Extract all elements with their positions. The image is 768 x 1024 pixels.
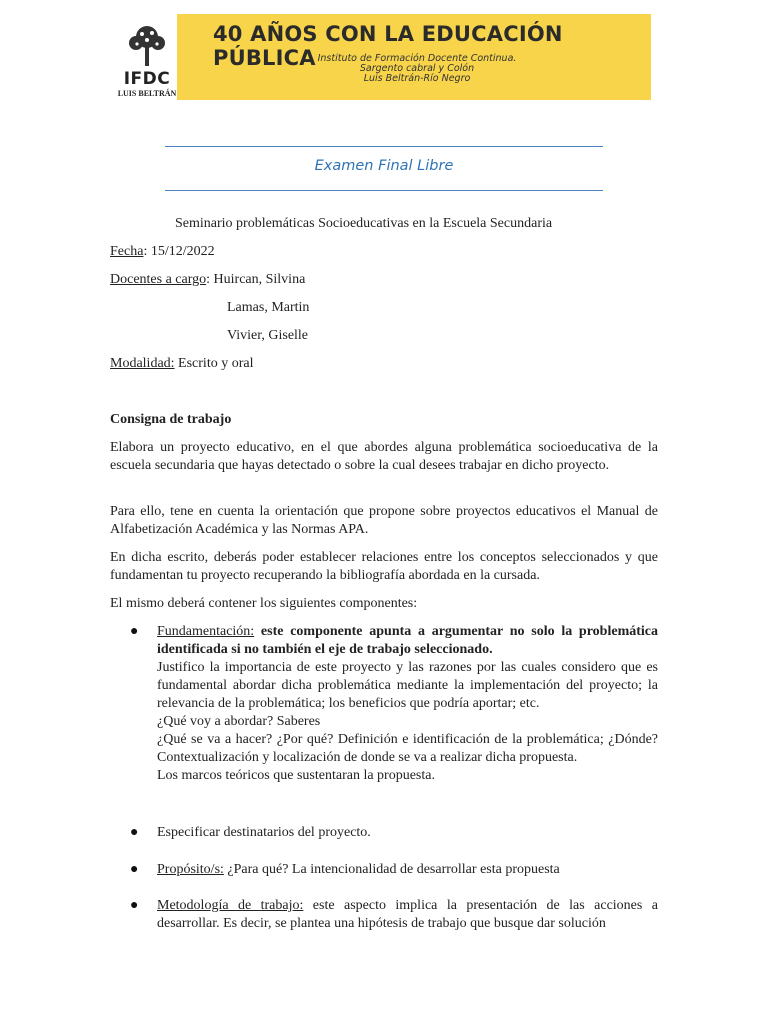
paragraph: El mismo deberá contener los siguientes componentes:	[110, 596, 418, 611]
paragraph: Elabora un proyecto educativo, en el que abordes alguna problemática socioeducativa de la escuela secundaria que hayas detectado o sobre la cual desees trabajar en dicho proyecto.	[110, 440, 658, 473]
proposito-text: ¿Para qué? La intencionalidad de desarrollar esta propuesta	[223, 862, 560, 877]
modalidad-label: Modalidad:	[110, 356, 175, 371]
docente-name: Vivier, Giselle	[227, 328, 309, 343]
logo-text: IFDC	[123, 69, 171, 89]
list-item-fundamentacion	[157, 623, 658, 785]
metodologia-label: Metodología de trabajo:	[157, 898, 304, 913]
paragraph: En dicha escrito, deberás poder establecer relaciones entre los conceptos seleccionados y que fundamentan tu proyecto recuperando la bibliografía abordada en la cursada.	[110, 550, 658, 583]
seminar-title: Seminario problemáticas Socioeducativas en la Escuela Secundaria	[175, 216, 553, 231]
tree-icon	[125, 24, 169, 68]
ifdc-logo	[117, 14, 177, 100]
list-item-proposito	[157, 861, 658, 879]
metodologia-text: este aspecto implica la presentación de las acciones a desarrollar. Es decir, se plantea una hipótesis de trabajo que busque dar solución	[157, 898, 658, 931]
institute-street: Sargento cabral y Colón	[359, 63, 475, 74]
bullet-icon: ●	[130, 624, 139, 639]
institute-name: Instituto de Formación Docente Continua.	[317, 53, 517, 64]
exam-title: Examen Final Libre	[314, 158, 454, 174]
top-rule	[165, 146, 603, 147]
modalidad-value: Escrito y oral	[174, 356, 254, 371]
list-item-metodologia	[157, 897, 658, 933]
fundamentacion-line: ¿Qué se va a hacer? ¿Por qué? Definición e identificación de la problemática; ¿Dónde? Contextualización y localización de donde se va a realizar dicha propuesta.	[157, 732, 658, 765]
fundamentacion-line: Justifico la importancia de este proyecto y las razones por las cuales considero que es fundamental abordar dicha problemática mediante la implementación del proyecto; la relevancia de la problemática; los beneficios que podría aportar; etc.	[157, 660, 658, 711]
docente-name: Huircan, Silvina	[213, 272, 306, 287]
list-item-destinatarios: Especificar destinatarios del proyecto.	[157, 825, 371, 840]
fecha-line	[110, 243, 215, 261]
banner-title: 40 AÑOS CON LA EDUCACIÓN PÚBLICA	[213, 22, 563, 70]
consigna-heading: Consigna de trabajo	[110, 412, 232, 427]
bullet-icon: ●	[130, 862, 139, 877]
fundamentacion-line: Los marcos teóricos que sustentaran la propuesta.	[157, 768, 435, 783]
header-banner	[117, 14, 651, 100]
fecha-value: : 15/12/2022	[143, 244, 215, 259]
bullet-icon: ●	[130, 898, 139, 913]
fundamentacion-bold: este componente apunta a argumentar no solo la problemática identificada si no también el eje de trabajo seleccionado.	[157, 624, 658, 657]
logo-subtext: LUIS BELTRÁN	[117, 89, 177, 98]
bottom-rule	[165, 190, 603, 191]
institute-address	[257, 54, 577, 84]
bullet-icon: ●	[130, 825, 139, 840]
paragraph: Para ello, tene en cuenta la orientación que propone sobre proyectos educativos el Manual de Alfabetización Académica y las Normas APA.	[110, 504, 658, 537]
institute-city: Luis Beltrán-Río Negro	[363, 73, 471, 84]
fundamentacion-label: Fundamentación:	[157, 624, 255, 639]
proposito-label: Propósito/s:	[157, 862, 224, 877]
docentes-line: Docentes a cargo: Huircan, Silvina	[110, 272, 306, 287]
docente-name: Lamas, Martin	[227, 300, 310, 315]
docentes-label: Docentes a cargo	[110, 272, 207, 287]
modalidad-line	[110, 355, 253, 373]
fecha-label: Fecha	[110, 244, 144, 259]
fundamentacion-line: ¿Qué voy a abordar? Saberes	[157, 714, 321, 729]
